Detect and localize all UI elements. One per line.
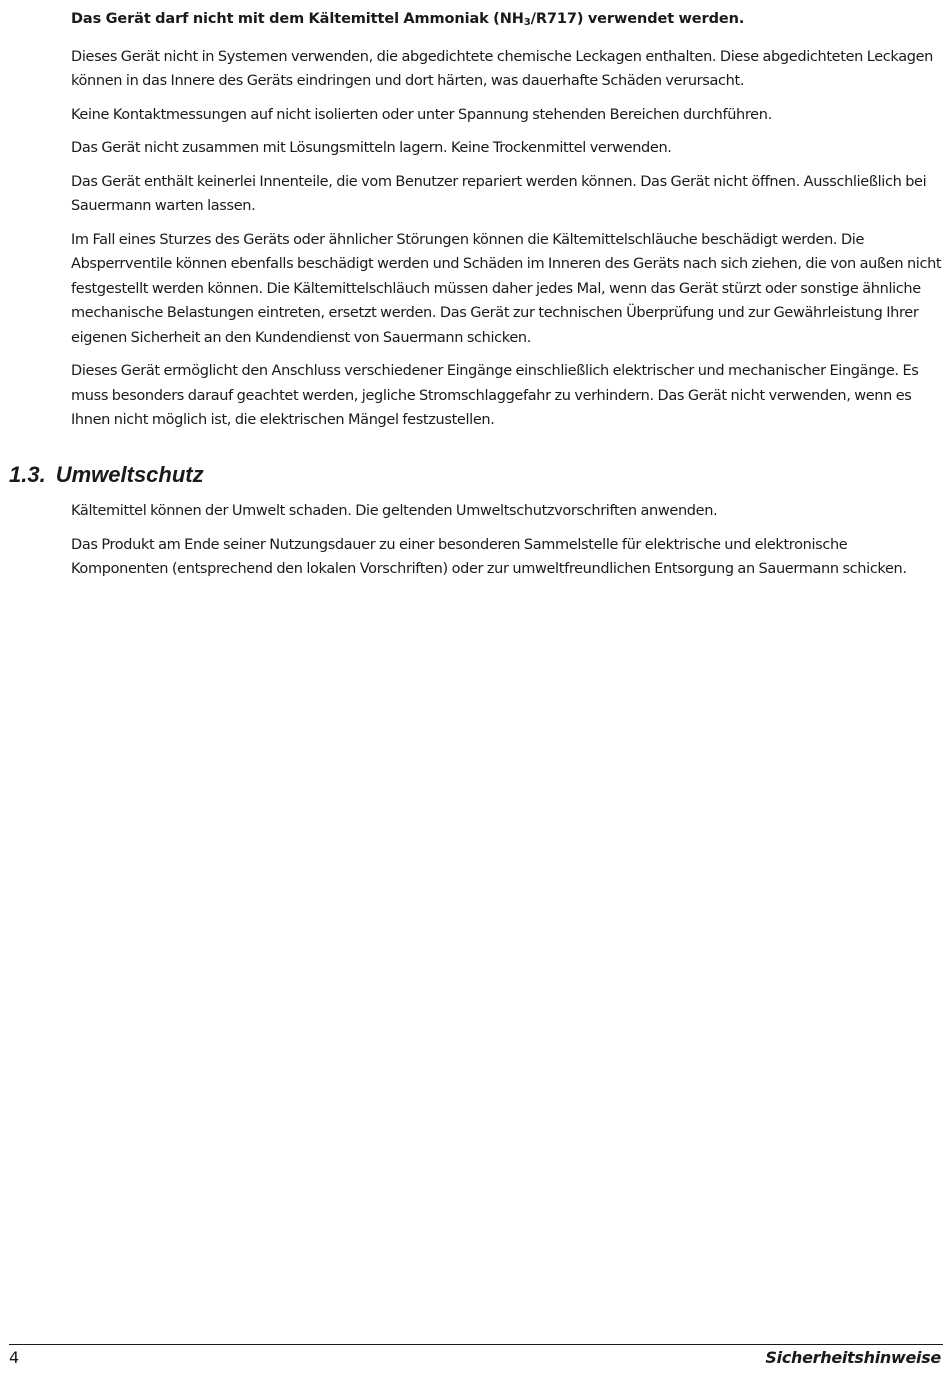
ammonia-warning: Das Gerät darf nicht mit dem Kältemittel Ammoniak $(NH_3/R717)$ verwendet werden.: [71, 11, 745, 28]
safety-paragraph: Dieses Gerät ermöglicht den Anschluss verschiedener Eingänge einschließlich elektrischer und mechanischer Eingänge. Es muss besonders darauf geachtet werden, jegliche Stromschlaggefahr zu verhindern. Das Gerät nicht verwenden, wenn es Ihnen nicht möglich ist, die elektrischen Mängel festzustellen.: [71, 363, 919, 428]
safety-paragraph: Im Fall eines Sturzes des Geräts oder ähnlicher Störungen können die Kältemittelschläuche beschädigt werden. Die Absperrventile können ebenfalls beschädigt werden und Schäden im Inneren des Geräts nach sich ziehen, die von außen nicht festgestellt werden können. Die Kältemittelschläuch müssen daher jedes Mal, wenn das Gerät stürzt oder sonstige ähnliche mechanische Belastungen eintreten, ersetzt werden. Das Gerät zur technischen Überprüfung und zur Gewährleistung Ihrer eigenen Sicherheit an den Kundendienst von Sauermann schicken.: [71, 231, 942, 346]
environment-notes: [71, 499, 943, 582]
section-title: Umweltschutz: [55, 462, 204, 487]
section-number: 1.3.: [9, 462, 46, 487]
safety-paragraph: Das Gerät nicht zusammen mit Lösungsmitteln lagern. Keine Trockenmittel verwenden.: [71, 140, 672, 156]
safety-paragraph: Das Gerät enthält keinerlei Innenteile, die vom Benutzer repariert werden können. Das Gerät nicht öffnen. Ausschließlich bei Sauermann warten lassen.: [71, 173, 927, 214]
footer-section-title: Sicherheitshinweise: [765, 1348, 941, 1367]
page-number: 4: [9, 1348, 20, 1367]
safety-paragraph: Dieses Gerät nicht in Systemen verwenden, die abgedichtete chemische Leckagen enthalten. Diese abgedichteten Leckagen können in das Innere des Geräts eindringen und dort härten, was dauerhafte Schäden verursacht.: [71, 48, 934, 89]
section-heading: [9, 462, 204, 488]
environment-paragraph: Kältemittel können der Umwelt schaden. Die geltenden Umweltschutzvorschriften anwenden.: [71, 503, 718, 519]
footer-rule: [9, 1344, 943, 1345]
environment-paragraph: Das Produkt am Ende seiner Nutzungsdauer zu einer besonderen Sammelstelle für elektrische und elektronische Komponenten (entsprechend den lokalen Vorschriften) oder zur umweltfreundlichen Entsorgung an Sauermann schicken.: [71, 536, 907, 577]
safety-paragraph: Keine Kontaktmessungen auf nicht isolierten oder unter Spannung stehenden Bereichen durchführen.: [71, 106, 772, 123]
safety-notes: [71, 7, 943, 433]
